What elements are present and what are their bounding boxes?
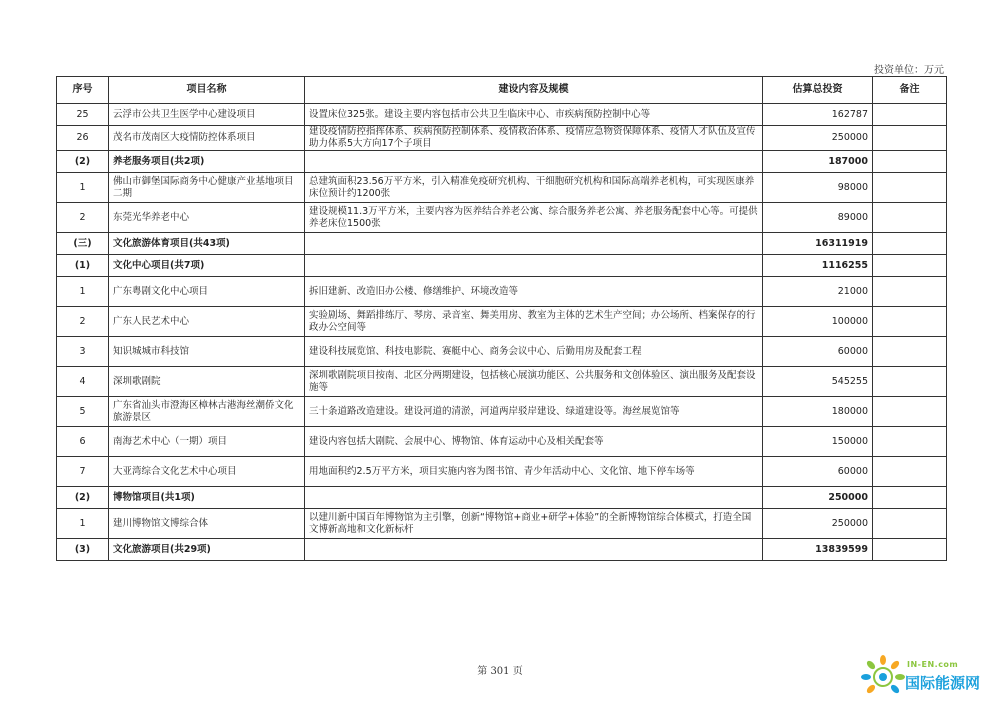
table-row — [57, 539, 947, 561]
project-content: 深圳歌剧院项目按南、北区分两期建设，包括核心展演功能区、公共服务和文创体验区、演出服务及配套设施等 — [305, 367, 763, 397]
header-content: 建设内容及规模 — [305, 77, 763, 104]
header-remark: 备注 — [873, 77, 947, 104]
logo-main-text: 国际能源网 — [905, 674, 981, 692]
project-content: 建设科技展览馆、科技电影院、赛艇中心、商务会议中心、后勤用房及配套工程 — [305, 337, 763, 367]
project-remark — [873, 277, 947, 307]
project-remark — [873, 126, 947, 151]
project-name: 文化旅游体育项目(共43项) — [109, 233, 305, 255]
row-number: 2 — [57, 203, 109, 233]
project-content: 用地面积约2.5万平方米，项目实施内容为图书馆、青少年活动中心、文化馆、地下停车场等 — [305, 457, 763, 487]
project-name: 博物馆项目(共1项) — [109, 487, 305, 509]
project-content: 建设内容包括大剧院、会展中心、博物馆、体育运动中心及相关配套等 — [305, 427, 763, 457]
project-remark — [873, 539, 947, 561]
project-investment: 250000 — [763, 487, 873, 509]
table-header-row — [57, 77, 947, 104]
project-content: 拆旧建新、改造旧办公楼、修缮维护、环境改造等 — [305, 277, 763, 307]
project-remark — [873, 104, 947, 126]
project-remark — [873, 397, 947, 427]
table-row — [57, 277, 947, 307]
project-remark — [873, 307, 947, 337]
table-row — [57, 233, 947, 255]
header-name: 项目名称 — [109, 77, 305, 104]
project-name: 南海艺术中心（一期）项目 — [109, 427, 305, 457]
project-investment: 13839599 — [763, 539, 873, 561]
in-en-logo — [860, 652, 1000, 702]
row-number: 2 — [57, 307, 109, 337]
project-remark — [873, 487, 947, 509]
header-no: 序号 — [57, 77, 109, 104]
table-row — [57, 307, 947, 337]
project-investment: 89000 — [763, 203, 873, 233]
project-investment: 16311919 — [763, 233, 873, 255]
project-content: 三十条道路改造建设。建设河道的清淤，河道两岸驳岸建设、绿道建设等。海丝展览馆等 — [305, 397, 763, 427]
project-name: 文化中心项目(共7项) — [109, 255, 305, 277]
project-remark — [873, 255, 947, 277]
project-remark — [873, 151, 947, 173]
table-row — [57, 487, 947, 509]
project-name: 佛山市御堡国际商务中心健康产业基地项目二期 — [109, 173, 305, 203]
project-investment: 545255 — [763, 367, 873, 397]
project-name: 广东人民艺术中心 — [109, 307, 305, 337]
project-investment: 98000 — [763, 173, 873, 203]
project-content — [305, 255, 763, 277]
project-name: 知识城城市科技馆 — [109, 337, 305, 367]
page-number: 第 301 页 — [477, 666, 523, 677]
row-number: (2) — [57, 151, 109, 173]
table-row — [57, 203, 947, 233]
row-number: 6 — [57, 427, 109, 457]
project-name: 云浮市公共卫生医学中心建设项目 — [109, 104, 305, 126]
project-content — [305, 233, 763, 255]
project-remark — [873, 173, 947, 203]
table-row — [57, 427, 947, 457]
project-content: 设置床位325张。建设主要内容包括市公共卫生临床中心、市疾病预防控制中心等 — [305, 104, 763, 126]
investment-unit-label: 投资单位：万元 — [874, 65, 944, 76]
row-number: 5 — [57, 397, 109, 427]
project-name: 养老服务项目(共2项) — [109, 151, 305, 173]
project-remark — [873, 367, 947, 397]
project-content — [305, 151, 763, 173]
project-name: 大亚湾综合文化艺术中心项目 — [109, 457, 305, 487]
table-row — [57, 126, 947, 151]
row-number: (三) — [57, 233, 109, 255]
table-row — [57, 104, 947, 126]
project-investment: 250000 — [763, 126, 873, 151]
project-remark — [873, 457, 947, 487]
row-number: 1 — [57, 509, 109, 539]
table-row — [57, 367, 947, 397]
project-remark — [873, 203, 947, 233]
project-name: 茂名市茂南区大疫情防控体系项目 — [109, 126, 305, 151]
project-investment: 60000 — [763, 337, 873, 367]
table-row — [57, 457, 947, 487]
project-investment: 21000 — [763, 277, 873, 307]
row-number: 7 — [57, 457, 109, 487]
project-investment: 1116255 — [763, 255, 873, 277]
project-investment: 180000 — [763, 397, 873, 427]
project-name: 深圳歌剧院 — [109, 367, 305, 397]
row-number: 1 — [57, 277, 109, 307]
row-number: 25 — [57, 104, 109, 126]
project-remark — [873, 509, 947, 539]
project-remark — [873, 337, 947, 367]
project-name: 建川博物馆文博综合体 — [109, 509, 305, 539]
table-row — [57, 173, 947, 203]
project-investment: 60000 — [763, 457, 873, 487]
header-investment: 估算总投资 — [763, 77, 873, 104]
row-number: (1) — [57, 255, 109, 277]
project-content — [305, 487, 763, 509]
project-investment: 187000 — [763, 151, 873, 173]
project-name: 东莞光华养老中心 — [109, 203, 305, 233]
row-number: 26 — [57, 126, 109, 151]
table-row — [57, 509, 947, 539]
project-content: 建设规模11.3万平方米，主要内容为医养结合养老公寓、综合服务养老公寓、养老服务配套中心等。可提供养老床位1500张 — [305, 203, 763, 233]
row-number: 4 — [57, 367, 109, 397]
project-investment: 150000 — [763, 427, 873, 457]
row-number: (3) — [57, 539, 109, 561]
project-content: 总建筑面积23.56万平方米，引入精准免疫研究机构、干细胞研究机构和国际高端养老机构，可实现医康养床位预计约1200张 — [305, 173, 763, 203]
row-number: 3 — [57, 337, 109, 367]
project-remark — [873, 233, 947, 255]
project-name: 文化旅游项目(共29项) — [109, 539, 305, 561]
table-row — [57, 151, 947, 173]
project-investment: 250000 — [763, 509, 873, 539]
row-number: (2) — [57, 487, 109, 509]
sun-logo-icon — [860, 654, 906, 700]
project-investment: 100000 — [763, 307, 873, 337]
table-row — [57, 337, 947, 367]
project-content: 建设疫情防控指挥体系、疾病预防控制体系、疫情救治体系、疫情应急物资保障体系、疫情人才队伍及宣传助力体系5大方向17个子项目 — [305, 126, 763, 151]
project-content: 实验剧场、舞蹈排练厅、琴房、录音室、舞美用房、教室为主体的艺术生产空间；办公场所、档案保存的行政办公空间等 — [305, 307, 763, 337]
table-row — [57, 397, 947, 427]
table-row — [57, 255, 947, 277]
table-body — [57, 104, 947, 561]
project-name: 广东省汕头市澄海区樟林古港海丝潮侨文化旅游景区 — [109, 397, 305, 427]
logo-top-text: IN-EN.com — [907, 660, 959, 669]
project-name: 广东粤剧文化中心项目 — [109, 277, 305, 307]
project-table — [56, 76, 947, 561]
project-investment: 162787 — [763, 104, 873, 126]
row-number: 1 — [57, 173, 109, 203]
project-remark — [873, 427, 947, 457]
project-content — [305, 539, 763, 561]
project-content: 以建川新中国百年博物馆为主引擎，创新“博物馆+商业+研学+体验”的全新博物馆综合体模式，打造全国文博新高地和文化新标杆 — [305, 509, 763, 539]
